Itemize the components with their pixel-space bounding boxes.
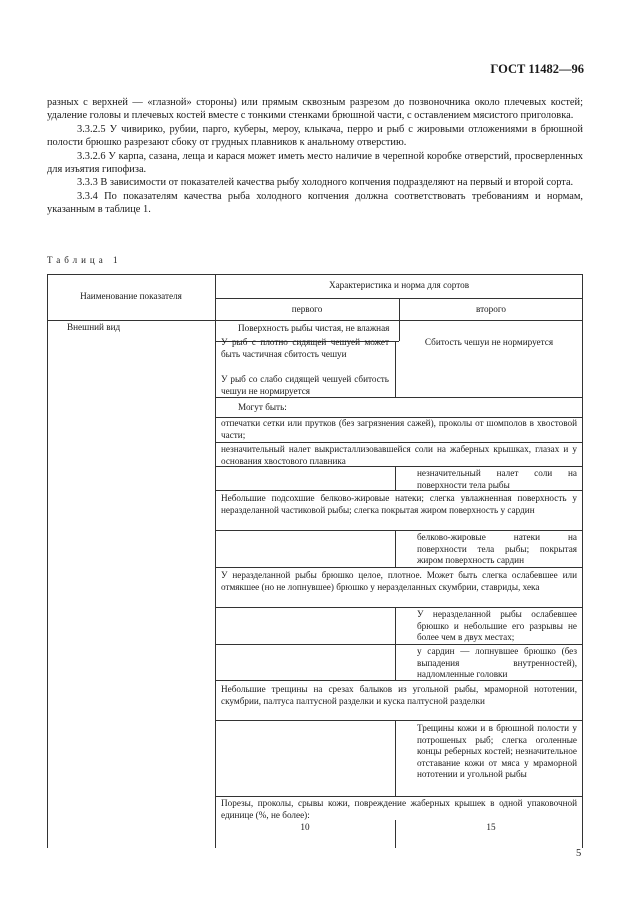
table-cell: Трещины кожи и в брюшной полости у потрошеных рыб; слегка оголенные концы реберных костей; незначительное отставание кожи от мяса у мраморной нототении и угольной рыбы bbox=[417, 723, 577, 780]
paragraph: 3.3.2.6 У карпа, сазана, леща и карася может иметь место наличие в черепной коробке отверстий, просверленных для изъятия гипофиза. bbox=[47, 150, 583, 176]
table-cell: Небольшие подсохшие белково-жировые натеки; слегка увлажненная поверхность у неразделанной частиковой рыбы; слегка покрытая жиром поверхность у сардин bbox=[221, 493, 577, 515]
table-cell: Поверхность рыбы чистая, не влажная bbox=[238, 323, 390, 333]
table-rule bbox=[215, 567, 583, 568]
table-rule bbox=[582, 274, 583, 848]
paragraph: 3.3.3 В зависимости от показателей качества рыбу холодного копчения подразделяют на первый и второй сорта. bbox=[77, 177, 574, 189]
column-header-second: второго bbox=[476, 304, 506, 314]
paragraph: 3.3.2.5 У чивирико, рубии, парго, куберы, мероу, клыкача, перро и рыб с жировыми отложениями в брюшной полости брюшко разрезают сбоку от грудных плавников к анальному отверстию. bbox=[47, 123, 583, 149]
table-rule bbox=[395, 466, 396, 490]
table-cell: у сардин — лопнувшее брюшко (без выпадения внутренностей), надломленные головки bbox=[417, 646, 577, 680]
value-second-grade: 15 bbox=[486, 822, 496, 832]
table-cell: У неразделанной рыбы ослабевшее брюшко и небольшие его разрывы не более чем в двух местах; bbox=[417, 609, 577, 643]
table-rule bbox=[395, 820, 396, 848]
table-rule bbox=[47, 274, 48, 848]
document-code: ГОСТ 11482—96 bbox=[490, 62, 584, 76]
column-header-group: Характеристика и норма для сортов bbox=[328, 280, 470, 290]
table-rule bbox=[47, 274, 583, 275]
table-rule bbox=[215, 644, 583, 645]
table-cell: Порезы, проколы, срывы кожи, повреждение жаберных крышек в одной упаковочной единице (%, не более): bbox=[221, 798, 577, 820]
table-cell: отпечатки сетки или прутков (без загрязнения сажей), проколы от шомполов в хвостовой части; bbox=[221, 418, 577, 440]
table-rule bbox=[215, 607, 583, 608]
row-label: Внешний вид bbox=[67, 322, 121, 332]
page-number: 5 bbox=[576, 848, 582, 859]
column-header-first: первого bbox=[291, 304, 323, 314]
table-rule bbox=[215, 530, 583, 531]
table-cell: У рыб с плотно сидящей чешуей может быть частичная сбитость чешуи bbox=[221, 337, 389, 359]
table-cell: Небольшие трещины на срезах балыков из угольной рыбы, мраморной нототении, скумбрии, палтуса палтусной разделки и куска палтусной разделки bbox=[221, 684, 577, 706]
table-cell: белково-жировые натеки на поверхности тела рыбы; покрытая жиром поверхность сардин bbox=[417, 532, 577, 566]
value-first-grade: 10 bbox=[300, 822, 310, 832]
paragraph: разных с верхней — «глазной» стороны) или прямым сквозным разрезом до позвоночника около плечевых костей; удаление головы и плечевых костей вместе с тонкими стенками брюшной части, с оставлением мясистого приголовка. bbox=[47, 97, 583, 122]
table-cell: У рыб со слабо сидящей чешуей сбитость чешуи не нормируется bbox=[221, 374, 389, 396]
quality-table bbox=[47, 274, 583, 848]
table-rule bbox=[395, 530, 396, 567]
table-rule bbox=[215, 442, 583, 443]
table-rule bbox=[395, 720, 396, 796]
table-cell: Могут быть: bbox=[238, 402, 287, 412]
paragraph: 3.3.4 По показателям качества рыба холодного копчения должна соответствовать требованиям и нормам, указанным в таблице 1. bbox=[47, 190, 583, 216]
table-rule bbox=[215, 274, 216, 848]
table-cell: Сбитость чешуи не нормируется bbox=[424, 337, 554, 347]
table-caption: Таблица 1 bbox=[47, 255, 122, 265]
table-rule bbox=[215, 796, 583, 797]
table-rule bbox=[395, 607, 396, 680]
table-rule bbox=[395, 341, 396, 397]
table-cell: незначительный налет соли на поверхности тела рыбы bbox=[417, 468, 577, 490]
body-text bbox=[47, 96, 583, 217]
table-cell: У неразделанной рыбы брюшко целое, плотное. Может быть слегка ослабевшее или отмякшее (но не лопнувшее) брюшко у неразделанных скумбрии, ставриды, хека bbox=[221, 570, 577, 592]
table-rule bbox=[47, 320, 583, 321]
table-cell: незначительный налет выкристаллизовавшейся соли на жаберных крышках, глазах и у основания хвостового плавника bbox=[221, 444, 577, 466]
table-rule bbox=[215, 720, 583, 721]
column-header-indicator: Наименование показателя bbox=[80, 291, 182, 301]
